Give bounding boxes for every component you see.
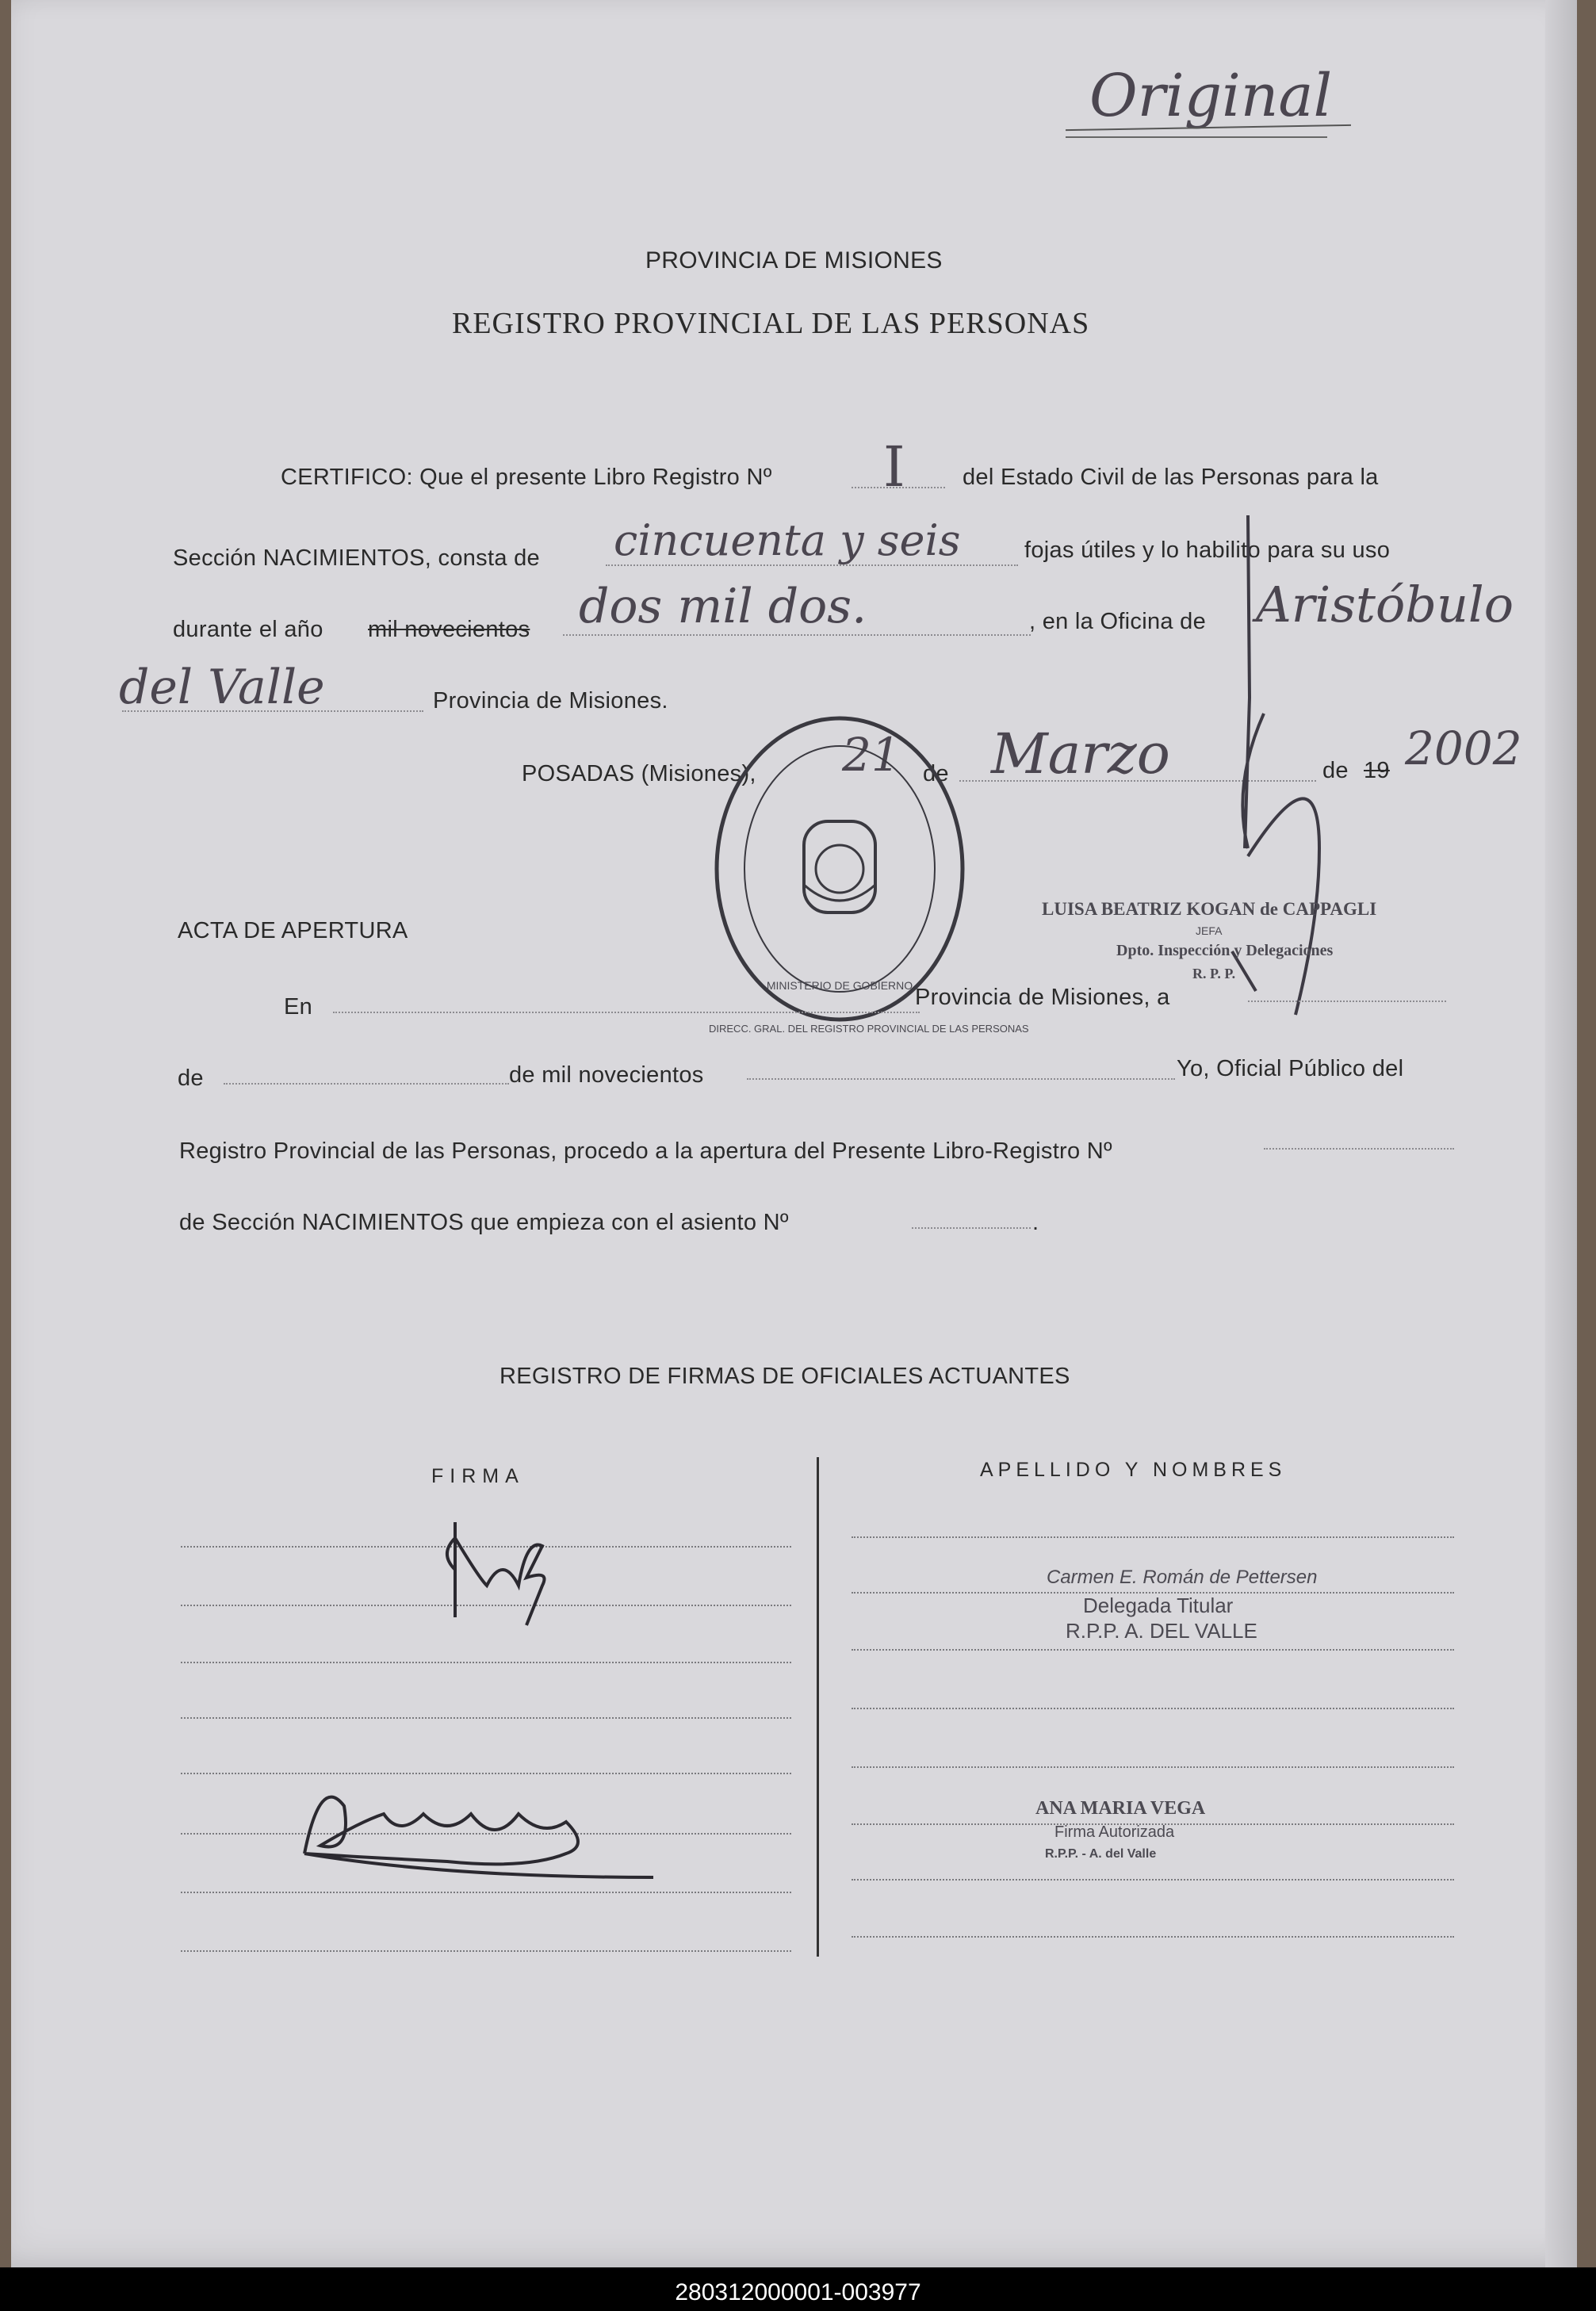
firma-rule-4: [181, 1717, 791, 1719]
cert-line2-a: Sección NACIMIENTOS, consta de: [173, 545, 540, 571]
acta-line4-end: .: [1032, 1210, 1039, 1235]
nombre-rule-3: [852, 1649, 1454, 1651]
stamp1-name: Carmen E. Román de Pettersen: [1047, 1567, 1318, 1588]
page-edge: [1545, 0, 1577, 2267]
year-prefix-struck: 19: [1364, 758, 1390, 783]
province-heading: PROVINCIA DE MISIONES: [645, 247, 943, 274]
year-full-written: 2002: [1405, 721, 1522, 775]
acta-yo: Yo, Oficial Público del: [1177, 1056, 1404, 1081]
acta-book-field: [1264, 1148, 1454, 1150]
nombre-rule-1: [852, 1536, 1454, 1538]
acta-entry-field: [912, 1227, 1031, 1229]
stamp1-role: Delegada Titular: [1083, 1594, 1234, 1617]
handwritten-original: Original: [1089, 62, 1333, 130]
registry-heading: REGISTRO PROVINCIAL DE LAS PERSONAS: [452, 307, 1090, 340]
nombre-rule-5: [852, 1766, 1454, 1768]
book-number: I: [883, 434, 905, 499]
acta-provincia: Provincia de Misiones, a: [915, 985, 1170, 1010]
acta-de: de: [178, 1066, 204, 1091]
acta-de-mil: de mil novecientos: [509, 1062, 704, 1088]
year-struck: mil novecientos: [368, 617, 530, 642]
signatures-title: REGISTRO DE FIRMAS DE OFICIALES ACTUANTES: [499, 1364, 1070, 1389]
cert-line1-b: del Estado Civil de las Personas para la: [963, 465, 1379, 490]
year-written: dos mil dos.: [579, 579, 867, 634]
stamp2-role: Firma Autorizada: [1054, 1823, 1175, 1841]
stamp1-office: R.P.P. A. DEL VALLE: [1066, 1619, 1257, 1643]
office-written-a: Aristóbulo: [1256, 576, 1514, 633]
folios-written: cincuenta y seis: [614, 515, 961, 565]
nombre-rule-7: [852, 1879, 1454, 1881]
cert-line3-a: durante el año: [173, 617, 323, 642]
official-name: LUISA BEATRIZ KOGAN de CAPPAGLI: [1042, 899, 1377, 919]
day-written: 21: [842, 728, 901, 782]
acta-en-field: [333, 1012, 920, 1013]
office-written-b: del Valle: [119, 660, 325, 715]
official-initials: R. P. P.: [1192, 966, 1236, 981]
acta-line3: Registro Provincial de las Personas, procedo a la apertura del Presente Libro-Registro Nº: [179, 1138, 1112, 1164]
official-dept: Dpto. Inspección y Delegaciones: [1116, 942, 1334, 959]
seal-outer-text: DIRECC. GRAL. DEL REGISTRO PROVINCIAL DE LAS PERSONAS: [709, 1023, 1029, 1035]
column-divider: [817, 1457, 819, 1957]
seal-inner-text: MINISTERIO DE GOBIERNO: [766, 979, 913, 992]
date-de-2: de: [1322, 758, 1349, 783]
stamp2-name: ANA MARIA VEGA: [1035, 1798, 1206, 1819]
date-de-1: de: [923, 761, 949, 786]
original-underline-2: [1066, 136, 1327, 138]
cert-line4: Provincia de Misiones.: [433, 688, 668, 714]
cert-line3-b: , en la Oficina de: [1029, 609, 1207, 634]
col-firma: FIRMA: [431, 1465, 525, 1487]
acta-month-field: [224, 1083, 509, 1085]
firma-rule-7: [181, 1892, 791, 1893]
acta-title: ACTA DE APERTURA: [178, 918, 408, 943]
signature-1: [431, 1506, 574, 1633]
acta-day-field: [1248, 1001, 1446, 1002]
nombre-rule-4: [852, 1708, 1454, 1709]
cert-line2-b: fojas útiles y lo habilito para su uso: [1024, 538, 1391, 563]
signature-2: [289, 1758, 669, 1885]
acta-en: En: [284, 994, 313, 1020]
month-written: Marzo: [991, 721, 1170, 786]
office-field: [122, 710, 423, 712]
cert-line1-a: CERTIFICO: Que el presente Libro Registro Nº: [281, 465, 772, 490]
firma-rule-3: [181, 1662, 791, 1663]
acta-year-field: [747, 1078, 1175, 1080]
place: POSADAS (Misiones),: [522, 761, 756, 786]
col-apellido: APELLIDO Y NOMBRES: [980, 1459, 1287, 1481]
nombre-rule-8: [852, 1936, 1454, 1938]
year-field: [563, 634, 1031, 636]
acta-line4: de Sección NACIMIENTOS que empieza con el asiento Nº: [179, 1210, 789, 1235]
document-page: [11, 0, 1577, 2267]
stamp2-office: R.P.P. - A. del Valle: [1045, 1847, 1157, 1861]
official-role: JEFA: [1196, 924, 1223, 937]
archive-id: 280312000001-003977: [675, 2279, 921, 2305]
firma-rule-8: [181, 1950, 791, 1952]
